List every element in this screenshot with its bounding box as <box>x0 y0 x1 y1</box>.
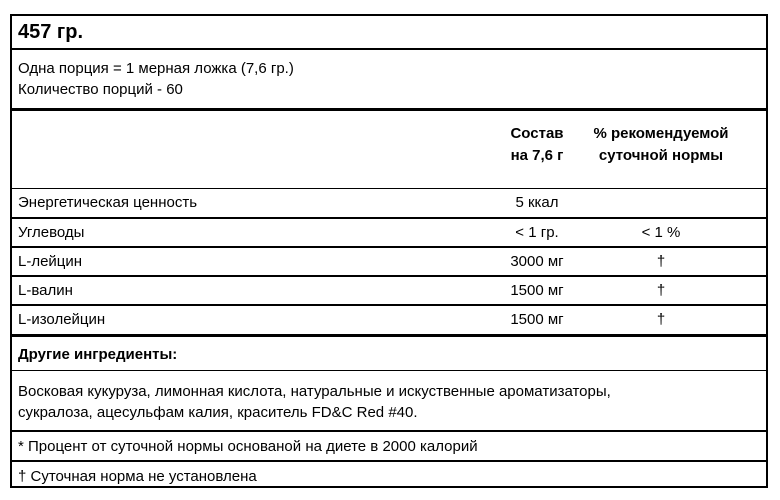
other-ingredients-text <box>12 370 766 430</box>
amount-column-header <box>482 123 592 167</box>
nutrient-percent: † <box>656 253 666 270</box>
footnote-dagger: † Суточная норма не установлена <box>12 460 766 490</box>
table-row <box>12 217 766 246</box>
percent-column-header <box>586 123 736 167</box>
nutrient-name: Углеводы <box>18 224 85 241</box>
table-row <box>12 246 766 275</box>
package-weight: 457 гр. <box>18 21 84 43</box>
nutrient-name: L-валин <box>18 282 73 299</box>
nutrient-name: Энергетическая ценность <box>18 194 198 211</box>
percent-header-line2: суточной нормы <box>598 147 724 164</box>
other-ingredients-title: Другие ингредиенты: <box>12 334 766 370</box>
nutrient-amount: 1500 мг <box>510 282 564 299</box>
nutrient-percent: † <box>656 282 666 299</box>
table-row <box>12 188 766 217</box>
footnote-asterisk: * Процент от суточной нормы основаной на диете в 2000 калорий <box>12 430 766 460</box>
amount-header-line1: Состав <box>510 125 564 142</box>
ingredients-line: Восковая кукуруза, лимонная кислота, натуральные и искуственные ароматизаторы, <box>18 383 611 400</box>
servings-count: Количество порций - 60 <box>18 81 183 98</box>
nutrient-name: L-изолейцин <box>18 311 106 328</box>
ingredients-line: сукралоза, ацесульфам калия, краситель FD&C Red #40. <box>18 404 418 421</box>
serving-size: Одна порция = 1 мерная ложка (7,6 гр.) <box>18 60 294 77</box>
nutrient-amount: < 1 гр. <box>515 224 559 241</box>
percent-header-line1: % рекомендуемой <box>593 125 729 142</box>
nutrient-amount: 5 ккал <box>515 194 559 211</box>
nutrient-amount: 3000 мг <box>510 253 564 270</box>
table-header <box>12 108 766 188</box>
table-row <box>12 275 766 304</box>
nutrient-amount: 1500 мг <box>510 311 564 328</box>
nutrient-name: L-лейцин <box>18 253 83 270</box>
nutrition-facts-table <box>10 14 768 488</box>
amount-header-line2: на 7,6 г <box>510 147 564 164</box>
serving-info <box>12 48 766 108</box>
nutrient-percent: < 1 % <box>641 224 681 241</box>
nutrient-percent: † <box>656 311 666 328</box>
table-row <box>12 304 766 333</box>
